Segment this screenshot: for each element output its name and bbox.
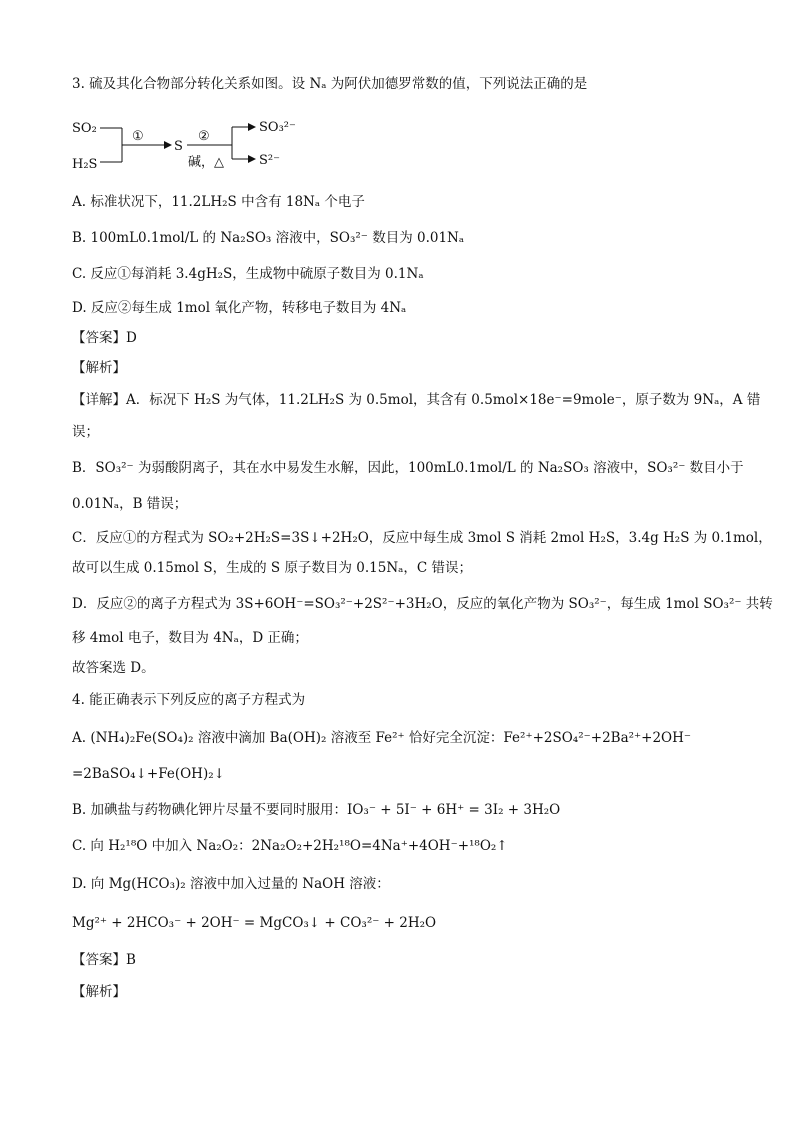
- diagram-condition: 碱，△: [188, 155, 224, 170]
- diagram-arrowhead-top: [248, 123, 256, 131]
- question-3-option-b: B. 100mL0.1mol/L 的 Na₂SO₃ 溶液中，SO₃²⁻ 数目为 0.01Nₐ: [72, 230, 465, 246]
- question-4-option-a-line-2: =2BaSO₄↓+Fe(OH)₂↓: [72, 766, 225, 782]
- diagram-sulfur: S: [174, 139, 183, 154]
- question-3-detail-d-line-1: D．反应②的离子方程式为 3S+6OH⁻=SO₃²⁻+2S²⁻+3H₂O，反应的氧化产物为 SO₃²⁻，每生成 1mol SO₃²⁻ 共转: [72, 596, 773, 612]
- question-4-option-a-line-1: A. (NH₄)₂Fe(SO₄)₂ 溶液中滴加 Ba(OH)₂ 溶液至 Fe²⁺ 恰好完全沉淀：Fe²⁺+2SO₄²⁻+2Ba²⁺+2OH⁻: [72, 730, 692, 746]
- question-3-option-d: D. 反应②每生成 1mol 氧化产物，转移电子数目为 4Nₐ: [72, 300, 407, 316]
- question-3-conclusion: 故答案选 D。: [72, 660, 155, 676]
- diagram-sulfide: S²⁻: [259, 153, 280, 168]
- diagram-so2: SO₂: [72, 121, 97, 136]
- question-3-detail-a-line-2: 误；: [72, 424, 99, 440]
- diagram-step-2: ②: [198, 129, 210, 144]
- sulfur-conversion-diagram: [72, 116, 312, 176]
- question-3-detail-b-line-1: B．SO₃²⁻ 为弱酸阴离子，其在水中易发生水解，因此，100mL0.1mol/L 的 Na₂SO₃ 溶液中，SO₃²⁻ 数目小于: [72, 460, 744, 476]
- diagram-sulfite: SO₃²⁻: [259, 120, 296, 135]
- question-3-option-c: C. 反应①每消耗 3.4gH₂S，生成物中硫原子数目为 0.1Nₐ: [72, 266, 424, 282]
- diagram-arrowhead-bottom: [248, 155, 256, 163]
- question-4-option-c: C. 向 H₂¹⁸O 中加入 Na₂O₂：2Na₂O₂+2H₂¹⁸O=4Na⁺+4OH⁻+¹⁸O₂↑: [72, 838, 508, 854]
- question-3-answer: 【答案】D: [72, 330, 137, 346]
- question-4-option-b: B. 加碘盐与药物碘化钾片尽量不要同时服用：IO₃⁻ + 5I⁻ + 6H⁺ = 3I₂ + 3H₂O: [72, 802, 561, 818]
- question-3-stem: 3. 硫及其化合物部分转化关系如图。设 Nₐ 为阿伏加德罗常数的值，下列说法正确的是: [72, 76, 588, 92]
- question-3-option-a: A. 标准状况下，11.2LH₂S 中含有 18Nₐ 个电子: [72, 194, 365, 210]
- question-3-analysis-label: 【解析】: [72, 360, 126, 376]
- question-4-option-d-line-2: Mg²⁺ + 2HCO₃⁻ + 2OH⁻ = MgCO₃↓ + CO₃²⁻ + 2H₂O: [72, 915, 437, 931]
- diagram-step-1: ①: [132, 129, 144, 144]
- question-3-detail-d-line-2: 移 4mol 电子，数目为 4Nₐ，D 正确；: [72, 630, 308, 646]
- question-3-detail-c-line-2: 故可以生成 0.15mol S，生成的 S 原子数目为 0.15Nₐ，C 错误；: [72, 560, 472, 576]
- question-4-option-d-line-1: D. 向 Mg(HCO₃)₂ 溶液中加入过量的 NaOH 溶液：: [72, 876, 390, 892]
- question-4-analysis-label: 【解析】: [72, 984, 126, 1000]
- question-3-detail-a-line-1: 【详解】A．标况下 H₂S 为气体，11.2LH₂S 为 0.5mol，其含有 0.5mol×18e⁻=9mole⁻，原子数为 9Nₐ，A 错: [72, 392, 761, 408]
- diagram-arrowhead-1: [164, 141, 172, 149]
- diagram-h2s: H₂S: [72, 157, 98, 172]
- question-3-detail-c-line-1: C．反应①的方程式为 SO₂+2H₂S=3S↓+2H₂O，反应中每生成 3mol S 消耗 2mol H₂S，3.4g H₂S 为 0.1mol，: [72, 530, 772, 546]
- question-3-detail-b-line-2: 0.01Nₐ，B 错误；: [72, 496, 188, 512]
- question-4-answer: 【答案】B: [72, 952, 136, 968]
- question-4-stem: 4. 能正确表示下列反应的离子方程式为: [72, 692, 306, 708]
